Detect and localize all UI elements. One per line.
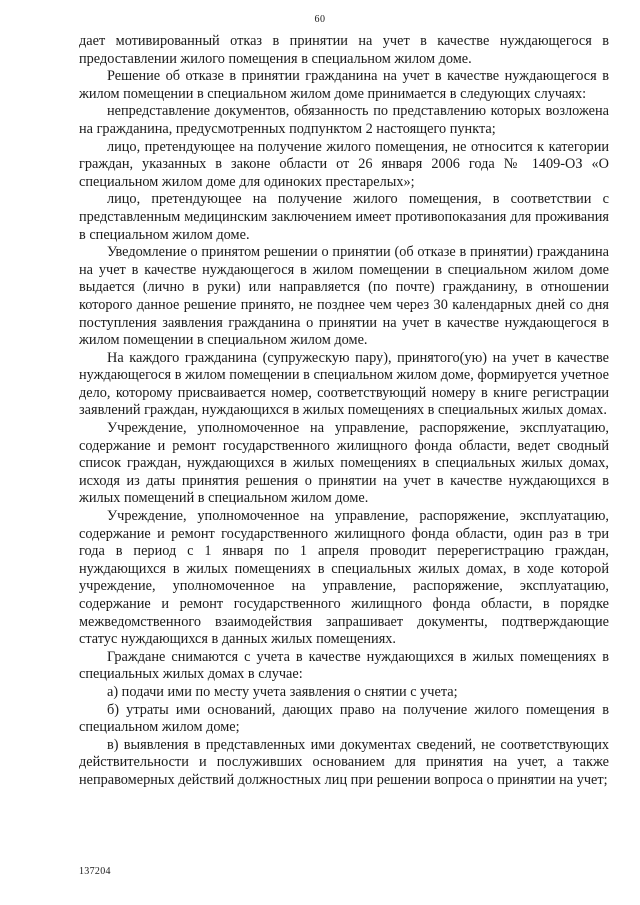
paragraph-continuation: дает мотивированный отказ в принятии на учет в качестве нуждающегося в предоставлении жилого помещения в специальном жилом доме.: [79, 33, 609, 67]
list-item-removal-a: а) подачи ими по месту учета заявления о снятии с учета;: [107, 683, 458, 700]
paragraph-case-file: На каждого гражданина (супружескую пару), принятого(ую) на учет в качестве нуждающегося в жилом помещении в специальном жилом доме, формируется учетное дело, которому присваивается номер, соответствующий номеру в книге регистрации заявлений граждан, нуждающихся в жилых помещениях в специальных жилых домах.: [79, 349, 609, 419]
paragraph-refusal-case-medical: лицо, претендующее на получение жилого помещения, в соответствии с представленным медицинским заключением имеет противопоказания для проживания в специальном жилом доме.: [79, 191, 609, 243]
page-number: 60: [314, 14, 326, 25]
document-code: 137204: [79, 866, 111, 877]
list-item-removal-c: в) выявления в представленных ими документах сведений, не соответствующих действительности и послуживших основанием для принятия на учет, а также неправомерных действий должностных лиц при решении вопроса о принятии на учет;: [79, 736, 609, 788]
paragraph-refusal-case-documents: непредставление документов, обязанность по представлению которых возложена на гражданина, предусмотренных подпунктом 2 настоящего пункта;: [79, 103, 609, 137]
paragraph-reregistration: Учреждение, уполномоченное на управление, распоряжение, эксплуатацию, содержание и ремонт государственного жилищного фонда области, один раз в три года в период с 1 января по 1 апреля проводит перерегистрацию граждан, нуждающихся в жилых помещениях в специальных жилых домах, в ходе которой учреждение, уполномоченное на управление, распоряжение, эксплуатацию, содержание и ремонт государственного жилищного фонда области, в порядке межведомственного взаимодействия запрашивает документы, подтверждающие статус нуждающихся в данных жилых помещениях.: [79, 508, 609, 648]
list-item-removal-b: б) утраты ими оснований, дающих право на получение жилого помещения в специальном жилом доме;: [79, 701, 609, 736]
paragraph-consolidated-list: Учреждение, уполномоченное на управление, распоряжение, эксплуатацию, содержание и ремонт государственного жилищного фонда области, ведет сводный список граждан, нуждающихся в жилых помещениях в специальных жилых домах, исходя из даты принятия решения о принятии на учет в качестве нуждающихся в жилых помещений в специальном жилом доме.: [79, 420, 609, 507]
paragraph-refusal-case-category: лицо, претендующее на получение жилого помещения, не относится к категории граждан, указанных в законе области от 26 января 2006 года № 1409-ОЗ «О специальном жилом доме для одиноких престарелых»;: [79, 138, 609, 190]
paragraph-removal-intro: Граждане снимаются с учета в качестве нуждающихся в жилых помещениях в специальных жилых домах в случае:: [79, 648, 609, 683]
paragraph-refusal-decision: Решение об отказе в принятии гражданина на учет в качестве нуждающегося в жилом помещении в специальном жилом доме принимается в следующих случаях:: [79, 68, 609, 102]
paragraph-notification: Уведомление о принятом решении о принятии (об отказе в принятии) гражданина на учет в качестве нуждающегося в жилом помещении в специальном жилом доме выдается (лично в руки) или направляется (по почте) гражданину, в отношении которого данное решение принято, не позднее чем через 30 календарных дней со дня поступления заявления гражданина о принятии на учет в качестве нуждающегося в жилом помещении в специальном жилом доме.: [79, 244, 609, 349]
document-body: [79, 33, 609, 790]
